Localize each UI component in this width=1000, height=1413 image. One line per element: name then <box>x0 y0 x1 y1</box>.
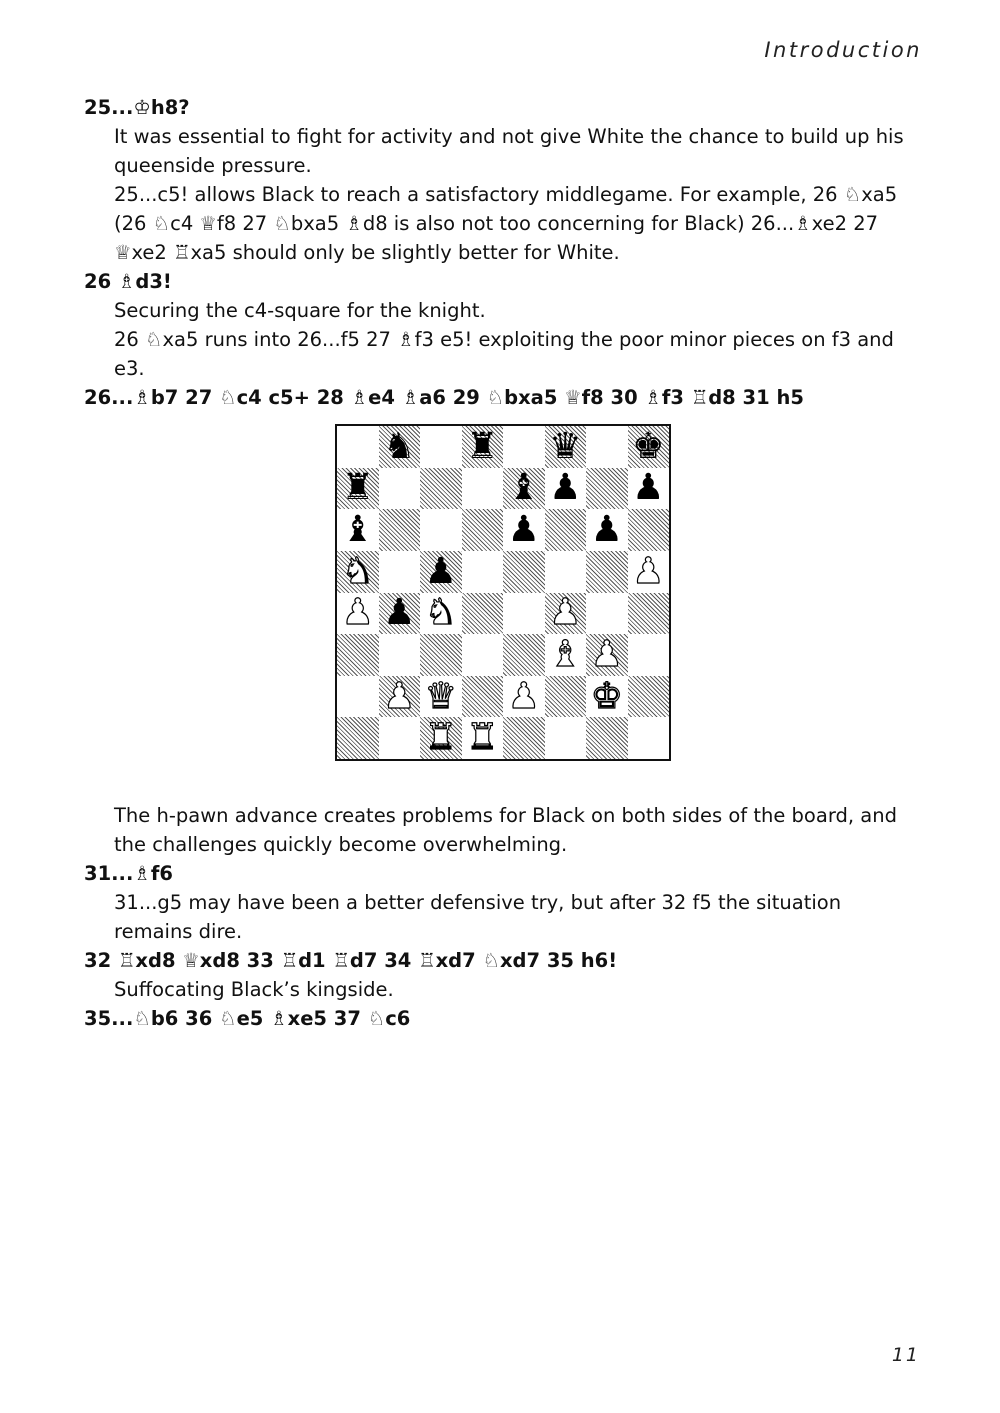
white-pawn-icon: ♟ <box>590 633 623 675</box>
black-pawn-icon: ♟ <box>383 592 416 634</box>
board-square <box>462 634 504 676</box>
black-rook-icon: ♜ <box>341 467 374 509</box>
board-square <box>337 676 379 718</box>
board-square <box>379 468 421 510</box>
board-square <box>337 634 379 676</box>
move-line: 26...♗b7 27 ♘c4 c5+ 28 ♗e4 ♗a6 29 ♘bxa5 ♕f8 30 ♗f3 ♖d8 31 h5 <box>84 386 804 409</box>
white-bishop-icon: ♝ <box>549 633 582 675</box>
board-square <box>462 551 504 593</box>
board-square <box>545 593 587 635</box>
white-king-icon: ♚ <box>590 675 623 717</box>
board-square <box>420 676 462 718</box>
board-square <box>379 676 421 718</box>
white-pawn-icon: ♟ <box>549 592 582 634</box>
annotation-paragraph: It was essential to fight for activity and not give White the chance to build up his queenside pressure. <box>114 125 904 177</box>
board-square <box>628 426 670 468</box>
board-square <box>337 551 379 593</box>
board-square <box>379 717 421 759</box>
board-square <box>337 426 379 468</box>
board-square <box>545 717 587 759</box>
page-number: 11 <box>891 1344 920 1366</box>
move-line: 26 ♗d3! <box>84 270 172 293</box>
board-square <box>545 676 587 718</box>
move-line: 31...♗f6 <box>84 862 173 885</box>
board-square <box>420 468 462 510</box>
board-square <box>628 593 670 635</box>
annotation-paragraph: The h-pawn advance creates problems for Black on both sides of the board, and the challenges quickly become overwhelming. <box>114 804 897 856</box>
board-square <box>628 676 670 718</box>
board-square <box>379 593 421 635</box>
move-line: 25...♔h8? <box>84 96 190 119</box>
board-square <box>379 634 421 676</box>
black-king-icon: ♚ <box>632 425 665 467</box>
white-pawn-icon: ♟ <box>632 550 665 592</box>
board-square <box>586 676 628 718</box>
annotation-paragraph: 31...g5 may have been a better defensive try, but after 32 f5 the situation remains dire. <box>114 891 842 943</box>
board-square <box>462 676 504 718</box>
board-square <box>462 509 504 551</box>
board-square <box>628 634 670 676</box>
board-square <box>545 634 587 676</box>
black-knight-icon: ♞ <box>383 425 416 467</box>
black-bishop-icon: ♝ <box>507 467 540 509</box>
black-pawn-icon: ♟ <box>632 467 665 509</box>
board-square <box>503 676 545 718</box>
move-line: 35...♘b6 36 ♘e5 ♗xe5 37 ♘c6 <box>84 1007 411 1030</box>
running-header: Introduction <box>764 38 922 62</box>
text-block-bottom <box>84 801 924 1033</box>
board-square <box>420 551 462 593</box>
board-square <box>628 551 670 593</box>
board-square <box>337 717 379 759</box>
board-square <box>337 468 379 510</box>
annotation-paragraph: 25...c5! allows Black to reach a satisfactory middlegame. For example, 26 ♘xa5 (26 ♘c4 ♕f8 27 ♘bxa5 ♗d8 is also not too concerning for Black) 26...♗xe2 27 ♕xe2 ♖xa5 should only be slightly better for White. <box>114 183 898 264</box>
black-pawn-icon: ♟ <box>507 509 540 551</box>
board-square <box>503 551 545 593</box>
board-square <box>586 509 628 551</box>
board-square <box>462 426 504 468</box>
white-knight-icon: ♞ <box>341 550 374 592</box>
black-pawn-icon: ♟ <box>549 467 582 509</box>
board-square <box>586 468 628 510</box>
text-block-top <box>84 93 924 412</box>
white-knight-icon: ♞ <box>424 592 457 634</box>
board-square <box>379 551 421 593</box>
board-square <box>379 426 421 468</box>
board-square <box>503 593 545 635</box>
board-square <box>628 468 670 510</box>
board-square <box>420 717 462 759</box>
board-square <box>420 426 462 468</box>
board-square <box>462 468 504 510</box>
board-square <box>503 468 545 510</box>
black-pawn-icon: ♟ <box>424 550 457 592</box>
board-square <box>628 509 670 551</box>
board-square <box>545 551 587 593</box>
white-queen-icon: ♛ <box>424 675 457 717</box>
move-line: 32 ♖xd8 ♕xd8 33 ♖d1 ♖d7 34 ♖xd7 ♘xd7 35 h6! <box>84 949 618 972</box>
board-square <box>420 634 462 676</box>
board-square <box>545 426 587 468</box>
board-square <box>503 509 545 551</box>
board-square <box>503 426 545 468</box>
white-pawn-icon: ♟ <box>507 675 540 717</box>
board-square <box>503 634 545 676</box>
black-queen-icon: ♛ <box>549 425 582 467</box>
board-square <box>462 717 504 759</box>
board-square <box>586 551 628 593</box>
black-bishop-icon: ♝ <box>341 509 374 551</box>
board-square <box>545 509 587 551</box>
board-square <box>420 593 462 635</box>
white-rook-icon: ♜ <box>466 717 499 759</box>
board-square <box>337 509 379 551</box>
white-pawn-icon: ♟ <box>383 675 416 717</box>
chess-board <box>337 426 669 759</box>
board-square <box>545 468 587 510</box>
white-pawn-icon: ♟ <box>341 592 374 634</box>
board-square <box>420 509 462 551</box>
white-rook-icon: ♜ <box>424 717 457 759</box>
board-square <box>586 593 628 635</box>
board-square <box>462 593 504 635</box>
board-square <box>586 426 628 468</box>
chess-diagram <box>335 424 671 761</box>
board-square <box>586 717 628 759</box>
board-square <box>586 634 628 676</box>
board-square <box>503 717 545 759</box>
board-square <box>379 509 421 551</box>
board-square <box>628 717 670 759</box>
black-rook-icon: ♜ <box>466 425 499 467</box>
annotation-paragraph: 26 ♘xa5 runs into 26...f5 27 ♗f3 e5! exploiting the poor minor pieces on f3 and e3. <box>114 328 894 380</box>
board-square <box>337 593 379 635</box>
annotation-paragraph: Securing the c4-square for the knight. <box>114 299 486 322</box>
black-pawn-icon: ♟ <box>590 509 623 551</box>
annotation-paragraph: Suffocating Black’s kingside. <box>114 978 394 1001</box>
